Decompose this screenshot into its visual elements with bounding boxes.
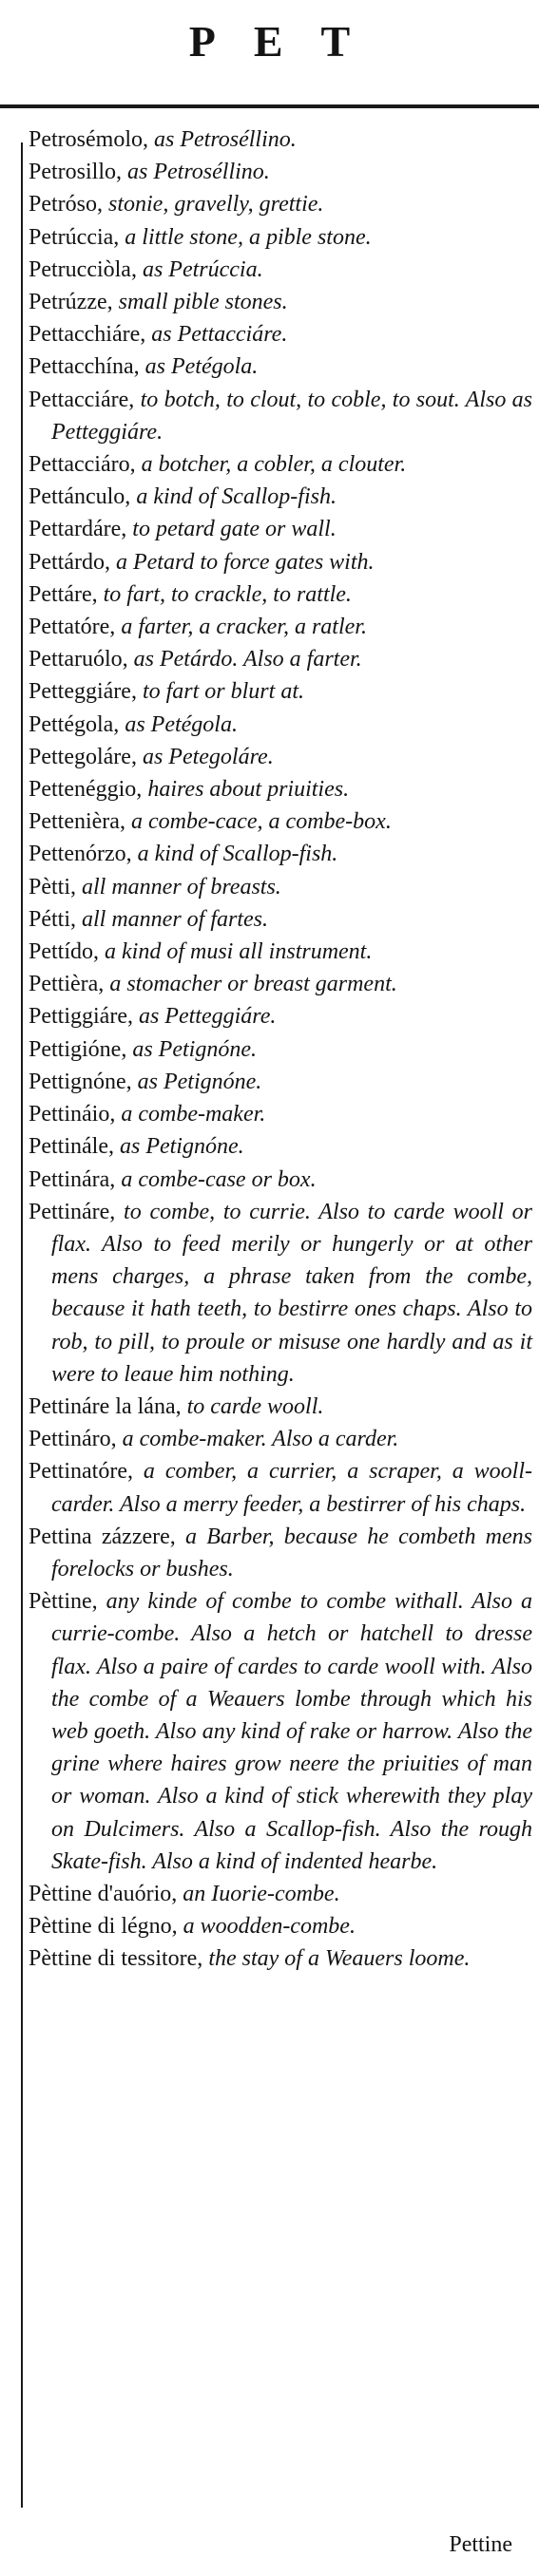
header-rule — [0, 104, 539, 108]
entry-headword: Pettatóre, — [29, 615, 116, 640]
entry-headword: Pettegoláre, — [29, 744, 137, 769]
dictionary-entry — [29, 1164, 532, 1196]
entry-definition: a Petard to force gates with. — [109, 549, 375, 575]
entry-headword: Pettigióne, — [29, 1036, 127, 1062]
dictionary-entry — [29, 1455, 532, 1520]
entry-headword: Pettacciáro, — [29, 452, 136, 478]
entry-headword: Pèttine di légno, — [29, 1914, 178, 1940]
dictionary-entry — [29, 1878, 532, 1910]
entry-headword: Pettacchína, — [29, 354, 140, 380]
column-rule — [21, 142, 23, 2508]
dictionary-entry — [29, 188, 532, 220]
entry-headword: Pettáre, — [29, 581, 98, 607]
entry-headword: Pettiggiáre, — [29, 1004, 133, 1030]
dictionary-entry — [29, 123, 532, 156]
entry-headword: Pètti, — [29, 874, 77, 900]
entry-headword: Petrúzze, — [29, 290, 113, 315]
dictionary-entry — [29, 546, 532, 578]
entry-definition: as Petrúccia. — [136, 256, 263, 282]
entry-definition: as Petignóne. — [113, 1134, 244, 1160]
entry-headword: Pettaruólo, — [29, 647, 128, 672]
dictionary-entry — [29, 384, 532, 448]
entry-headword: Pettenéggio, — [29, 777, 143, 803]
page-header: PET — [188, 17, 389, 66]
dictionary-entry — [29, 578, 532, 611]
entry-definition: to carde wooll. — [181, 1393, 324, 1419]
entry-headword: Pettignóne, — [29, 1069, 132, 1094]
entry-definition: all manner of fartes. — [76, 906, 269, 932]
dictionary-entry — [29, 1130, 532, 1163]
entry-headword: Petteggiáre, — [29, 679, 137, 705]
entry-headword: Pétti, — [29, 906, 77, 932]
entry-headword: Pettièra, — [29, 972, 105, 997]
entry-headword: Pettináio, — [29, 1102, 116, 1127]
entry-definition: all manner of breasts. — [76, 874, 281, 900]
entry-headword: Pèttine di tessitore, — [29, 1946, 203, 1972]
dictionary-entry — [29, 968, 532, 1000]
dictionary-entry — [29, 481, 532, 513]
entry-headword: Pettánculo, — [29, 484, 131, 510]
dictionary-entry — [29, 838, 532, 870]
entry-definition: a combe-cace, a combe-box. — [125, 809, 392, 835]
entry-definition: a combe-maker. — [115, 1102, 266, 1127]
dictionary-entry — [29, 1942, 532, 1975]
dictionary-entry — [29, 1000, 532, 1032]
entry-headword: Pettináro, — [29, 1427, 117, 1452]
dictionary-entry — [29, 254, 532, 286]
dictionary-entry — [29, 1098, 532, 1130]
dictionary-entry — [29, 1066, 532, 1098]
dictionary-entry — [29, 1033, 532, 1066]
dictionary-entry — [29, 1423, 532, 1455]
entry-definition: as Petárdo. Also a farter. — [127, 647, 362, 672]
entry-headword: Petróso, — [29, 192, 103, 218]
entry-headword: Pettinára, — [29, 1166, 116, 1192]
entry-definition: a kind of Scallop-fish. — [130, 484, 337, 510]
entry-definition: a stomacher or breast garment. — [104, 972, 397, 997]
entry-definition: a woodden-combe. — [177, 1914, 356, 1940]
entry-headword: Pettardáre, — [29, 517, 127, 542]
dictionary-entry — [29, 1585, 532, 1878]
dictionary-entry — [29, 221, 532, 254]
dictionary-entry — [29, 1391, 532, 1423]
entry-headword: Pèttine d'auório, — [29, 1881, 178, 1906]
dictionary-entry — [29, 318, 532, 350]
entry-definition: a combe-maker. Also a carder. — [116, 1427, 399, 1452]
entry-headword: Pettenórzo, — [29, 842, 132, 867]
entry-list — [29, 123, 532, 1976]
entry-headword: Pettído, — [29, 939, 100, 965]
entry-definition: to botch, to clout, to coble, to sout. Also as Petteggiáre. — [51, 387, 532, 445]
entry-definition: as Petignóne. — [126, 1036, 257, 1062]
dictionary-entry — [29, 903, 532, 936]
entry-definition: a combe-case or box. — [115, 1166, 317, 1192]
dictionary-entry — [29, 1196, 532, 1391]
dictionary-entry — [29, 805, 532, 838]
entry-headword: Petrucciòla, — [29, 256, 137, 282]
entry-headword: Pèttine, — [29, 1589, 98, 1615]
dictionary-entry — [29, 156, 532, 188]
entry-headword: Petrosémolo, — [29, 127, 148, 152]
entry-definition: to combe, to currie. Also to carde wooll or flax. Also to feed merily or hungerly or at other mens charges, a phrase taken from the combe, because it hath teeth, to bestirre ones chaps. Also to rob, to pill, to proule or misuse one hardly and as it were to leaue him nothing. — [51, 1199, 532, 1387]
entry-headword: Pettináre la lána, — [29, 1393, 182, 1419]
entry-definition: as Pettacciáre. — [145, 322, 288, 348]
entry-definition: to petard gate or wall. — [126, 517, 337, 542]
dictionary-entry — [29, 448, 532, 481]
dictionary-entry — [29, 611, 532, 643]
entry-headword: Pettináre, — [29, 1199, 116, 1224]
dictionary-entry — [29, 1910, 532, 1942]
entry-definition: an Iuorie-combe. — [177, 1881, 340, 1906]
entry-headword: Pettinatóre, — [29, 1459, 133, 1485]
entry-definition: to fart, to crackle, to rattle. — [97, 581, 352, 607]
entry-definition: any kinde of combe to combe withall. Also a currie-combe. Also a hetch or hatchell to dresse flax. Also a paire of cardes to carde wooll with. Also the combe of a Weauers lombe through which his web goeth. Also any kind of rake or harrow. Also the grine where haires grow neere the priuities of man or woman. Also a kind of stick wherewith they play on Dulcimers. Also a Scallop-fish. Also the rough Skate-fish. Also a kind of indented hearbe. — [51, 1589, 532, 1874]
entry-definition: the stay of a Weauers loome. — [202, 1946, 471, 1972]
catchword: Pettine — [449, 2532, 512, 2557]
entry-headword: Petrosillo, — [29, 160, 123, 185]
dictionary-entry — [29, 350, 532, 383]
entry-definition: a kind of musi all instrument. — [99, 939, 373, 965]
entry-definition: as Petegoláre. — [136, 744, 274, 769]
dictionary-entry — [29, 709, 532, 741]
dictionary-entry — [29, 286, 532, 318]
entry-headword: Pettina zázzere, — [29, 1524, 176, 1549]
entry-headword: Pettacciáre, — [29, 387, 135, 412]
entry-definition: as Petégola. — [139, 354, 259, 380]
entry-headword: Pettenièra, — [29, 809, 125, 835]
entry-definition: stonie, gravelly, grettie. — [103, 192, 324, 218]
entry-headword: Pettinále, — [29, 1134, 114, 1160]
entry-definition: a kind of Scallop-fish. — [131, 842, 338, 867]
dictionary-entry — [29, 871, 532, 903]
entry-definition: as Petroséllino. — [122, 160, 270, 185]
dictionary-entry — [29, 1521, 532, 1585]
entry-definition: a little stone, a pible stone. — [119, 224, 372, 250]
entry-definition: a botcher, a cobler, a clouter. — [135, 452, 407, 478]
entry-headword: Petrúccia, — [29, 224, 120, 250]
entry-headword: Pettacchiáre, — [29, 322, 146, 348]
entry-definition: to fart or blurt at. — [136, 679, 304, 705]
dictionary-entry — [29, 936, 532, 968]
entry-definition: a Barber, because he combeth mens forelocks or bushes. — [51, 1524, 532, 1582]
dictionary-entry — [29, 773, 532, 805]
dictionary-entry — [29, 675, 532, 708]
entry-definition: haires about priuities. — [142, 777, 350, 803]
entry-definition: as Petégola. — [119, 711, 238, 737]
entry-definition: as Petroséllino. — [148, 127, 297, 152]
entry-headword: Pettégola, — [29, 711, 120, 737]
entry-definition: a farter, a cracker, a ratler. — [115, 615, 367, 640]
dictionary-entry — [29, 643, 532, 675]
entry-headword: Pettárdo, — [29, 549, 110, 575]
entry-definition: as Petignóne. — [131, 1069, 262, 1094]
entry-definition: small pible stones. — [112, 290, 288, 315]
entry-definition: as Petteggiáre. — [132, 1004, 277, 1030]
dictionary-entry — [29, 513, 532, 545]
entry-definition: a comber, a currier, a scraper, a wooll-carder. Also a merry feeder, a bestirrer of his chaps. — [51, 1459, 532, 1517]
dictionary-entry — [29, 741, 532, 773]
